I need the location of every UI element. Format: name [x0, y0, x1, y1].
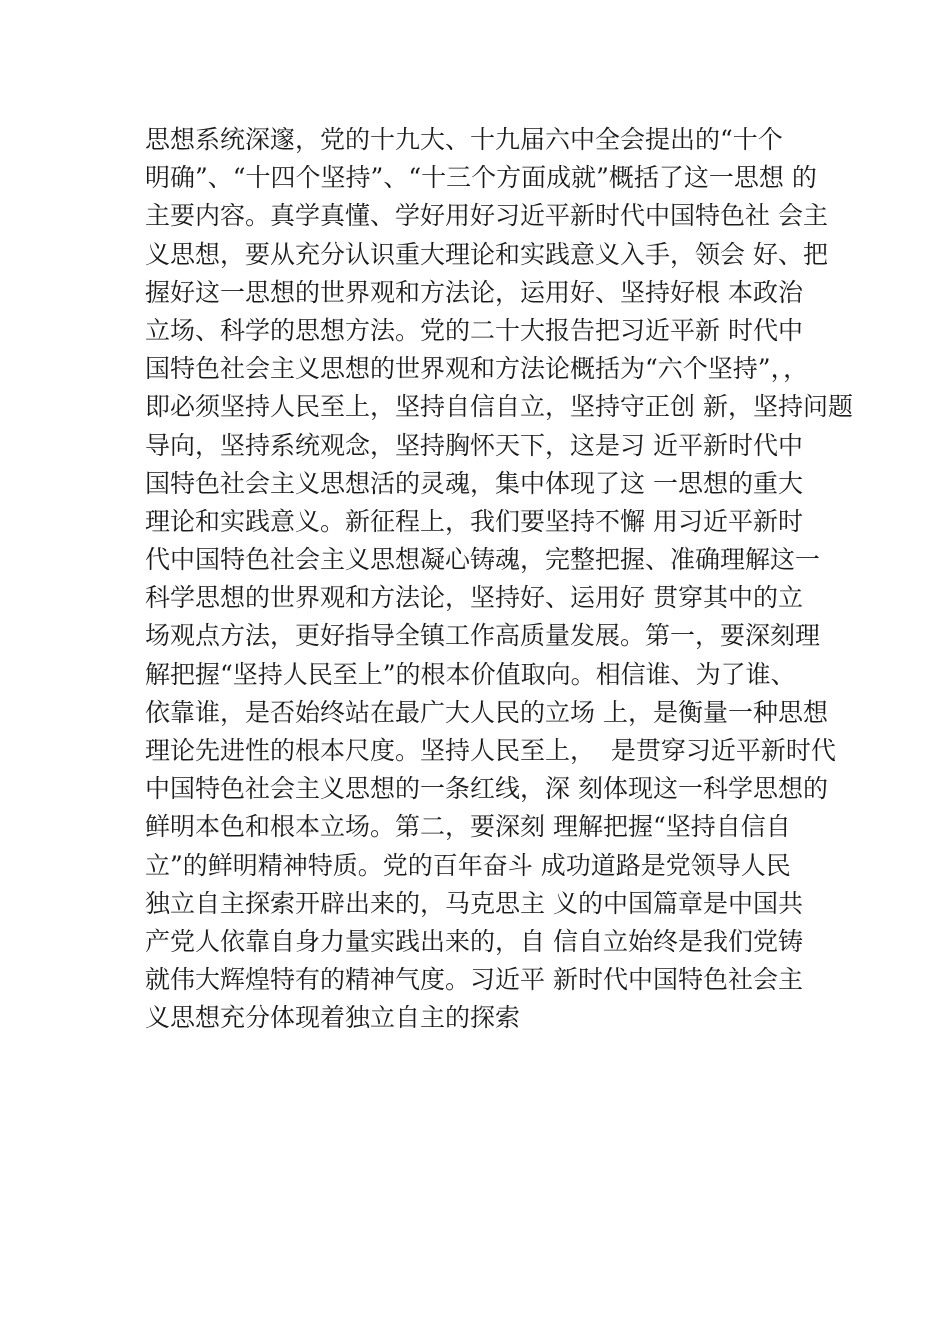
text-line: 义思想，要从充分认识重大理论和实践意义入手，领会 好、把	[145, 239, 828, 269]
text-line: 导向，坚持系统观念，坚持胸怀天下，这是习 近平新时代中	[145, 430, 803, 460]
text-line: 思想系统深邃，党的十九大、十九届六中全会提出的“十个	[145, 125, 783, 154]
text-line: 解把握“坚持人民至上”的根本价值取向。相信谁、为了谁、	[145, 659, 796, 689]
text-line: 即必须坚持人民至上，坚持自信自立，坚持守正创 新，坚持问题	[145, 392, 853, 422]
text-line: 理论先进性的根本尺度。坚持人民至上， 是贯穿习近平新时代	[145, 736, 836, 765]
text-line: 立场、科学的思想方法。党的二十大报告把习近平新 时代中	[145, 315, 803, 345]
text-line: 依靠谁，是否始终站在最广大人民的立场 上，是衡量一种思想	[145, 697, 828, 727]
text-line: 就伟大辉煌特有的精神气度。习近平 新时代中国特色社会主	[145, 965, 803, 995]
text-line: 鲜明本色和根本立场。第二，要深刻 理解把握“坚持自信自	[145, 812, 791, 842]
text-line: 握好这一思想的世界观和方法论，运用好、坚持好根 本政治	[145, 277, 803, 307]
body-text	[145, 121, 853, 1038]
text-line: 立”的鲜明精神特质。党的百年奋斗 成功道路是党领导人民	[145, 850, 791, 880]
text-line: 明确”、“十四个坚持”、“十三个方面成就”概括了这一思想 的	[145, 163, 817, 193]
text-line: 场观点方法，更好指导全镇工作高质量发展。第一，要深刻理	[145, 621, 821, 651]
text-line: 国特色社会主义思想的世界观和方法论概括为“六个坚持”，，	[145, 354, 809, 384]
text-line: 科学思想的世界观和方法论，坚持好、运用好 贯穿其中的立	[145, 583, 803, 613]
text-line: 国特色社会主义思想活的灵魂，集中体现了这 一思想的重大	[145, 468, 803, 498]
text-line: 代中国特色社会主义思想凝心铸魂，完整把握、准确理解这一	[145, 545, 821, 575]
text-line: 独立自主探索开辟出来的，马克思主 义的中国篇章是中国共	[145, 888, 803, 918]
text-line: 义思想充分体现着独立自主的探索	[145, 1003, 521, 1033]
text-line: 主要内容。真学真懂、学好用好习近平新时代中国特色社 会主	[145, 201, 828, 231]
text-line: 理论和实践意义。新征程上，我们要坚持不懈 用习近平新时	[145, 506, 803, 536]
text-line: 产党人依靠自身力量实践出来的，自 信自立始终是我们党铸	[145, 926, 803, 956]
text-line: 中国特色社会主义思想的一条红线，深 刻体现这一科学思想的	[145, 774, 828, 804]
